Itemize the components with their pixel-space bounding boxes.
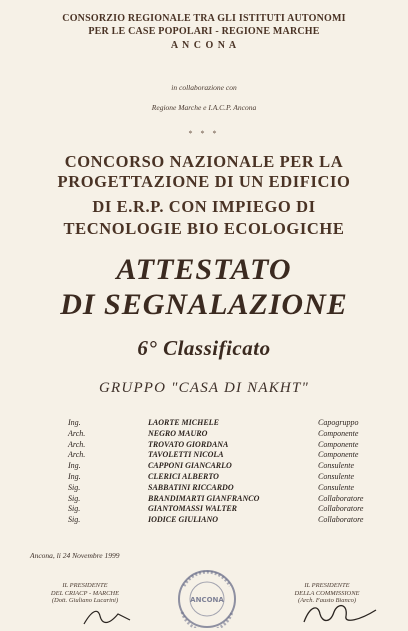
signature-left-icon [78, 606, 138, 628]
member-row [0, 504, 408, 515]
award-placement: 6° Classificato [137, 336, 271, 360]
award-title-line2: DI SEGNALAZIONE [60, 288, 348, 321]
member-title: Arch. [68, 450, 86, 460]
group-name: GRUPPO "CASA DI NAKHT" [99, 380, 309, 396]
member-name: CLERICI ALBERTO [148, 471, 219, 481]
signature-block-left [20, 582, 150, 605]
member-row [0, 494, 408, 505]
member-title: Ing. [68, 461, 81, 471]
award-title-line1: ATTESTATO [116, 253, 292, 286]
member-name: SABBATINI RICCARDO [148, 482, 234, 492]
member-role: Collaboratore [318, 493, 364, 503]
member-role: Consulente [318, 461, 354, 471]
member-row [0, 429, 408, 440]
org-city: A N C O N A [170, 40, 238, 51]
member-title: Sig. [68, 504, 81, 514]
collab-with: Regione Marche e I.A.C.P. Ancona [151, 103, 257, 112]
member-title: Ing. [68, 418, 81, 427]
member-title: Sig. [68, 493, 81, 503]
member-title: Arch. [68, 439, 86, 449]
member-name: IODICE GIULIANO [148, 515, 219, 525]
member-row [0, 472, 408, 483]
left-sig-name: (Dott. Giuliano Lucarini) [51, 597, 119, 604]
stamp-text: ANCONA [190, 596, 224, 604]
member-role: Componente [318, 428, 359, 438]
member-role: Consulente [318, 482, 354, 492]
org-name-line2: PER LE CASE POPOLARI - REGIONE MARCHE [88, 26, 320, 37]
contest-title-line4: TECNOLOGIE BIO ECOLOGICHE [63, 219, 345, 238]
member-row [0, 418, 408, 429]
contest-title-line3: DI E.R.P. CON IMPIEGO DI [92, 197, 316, 216]
member-row [0, 461, 408, 472]
member-name: TROVATO GIORDANA [148, 439, 229, 449]
signature-right-icon [300, 600, 380, 628]
member-name: NEGRO MAURO [148, 428, 208, 438]
right-sig-org: DELLA COMMISSIONE [294, 589, 360, 597]
members-list [0, 418, 408, 526]
member-row [0, 440, 408, 451]
member-title: Sig. [68, 515, 81, 525]
left-sig-role: IL PRESIDENTE [62, 582, 108, 589]
member-row [0, 515, 408, 526]
member-title: Ing. [68, 471, 81, 481]
collab-label: in collaborazione con [171, 83, 237, 92]
member-row [0, 450, 408, 461]
member-role: Componente [318, 439, 359, 449]
right-sig-name: (Arch. Fausto Bianco) [297, 597, 357, 604]
member-role: Collaboratore [318, 515, 364, 525]
member-title: Arch. [68, 428, 86, 438]
issue-date: Ancona, li 24 Novembre 1999 [30, 551, 120, 560]
right-sig-role: IL PRESIDENTE [304, 582, 350, 589]
member-name: LAORTE MICHELE [148, 418, 219, 427]
left-sig-org: DEL CRIACP - MARCHE [50, 589, 120, 597]
member-name: CAPPONI GIANCARLO [148, 461, 232, 471]
member-title: Sig. [68, 482, 81, 492]
separator-stars: * * * [188, 129, 220, 138]
member-name: BRANDIMARTI GIANFRANCO [148, 493, 260, 503]
org-name-line1: CONSORZIO REGIONALE TRA GLI ISTITUTI AUTONOMI [62, 13, 346, 24]
member-role: Componente [318, 450, 359, 460]
contest-title-line1: CONCORSO NAZIONALE PER LA [64, 152, 344, 171]
official-stamp-icon [172, 566, 242, 628]
member-name: GIANTOMASSI WALTER [148, 504, 237, 514]
member-role: Collaboratore [318, 504, 364, 514]
member-name: TAVOLETTI NICOLA [148, 450, 224, 460]
member-role: Consulente [318, 471, 354, 481]
member-role: Capogruppo [318, 418, 359, 427]
member-row [0, 483, 408, 494]
contest-title-line2: PROGETTAZIONE DI UN EDIFICIO [57, 172, 351, 191]
